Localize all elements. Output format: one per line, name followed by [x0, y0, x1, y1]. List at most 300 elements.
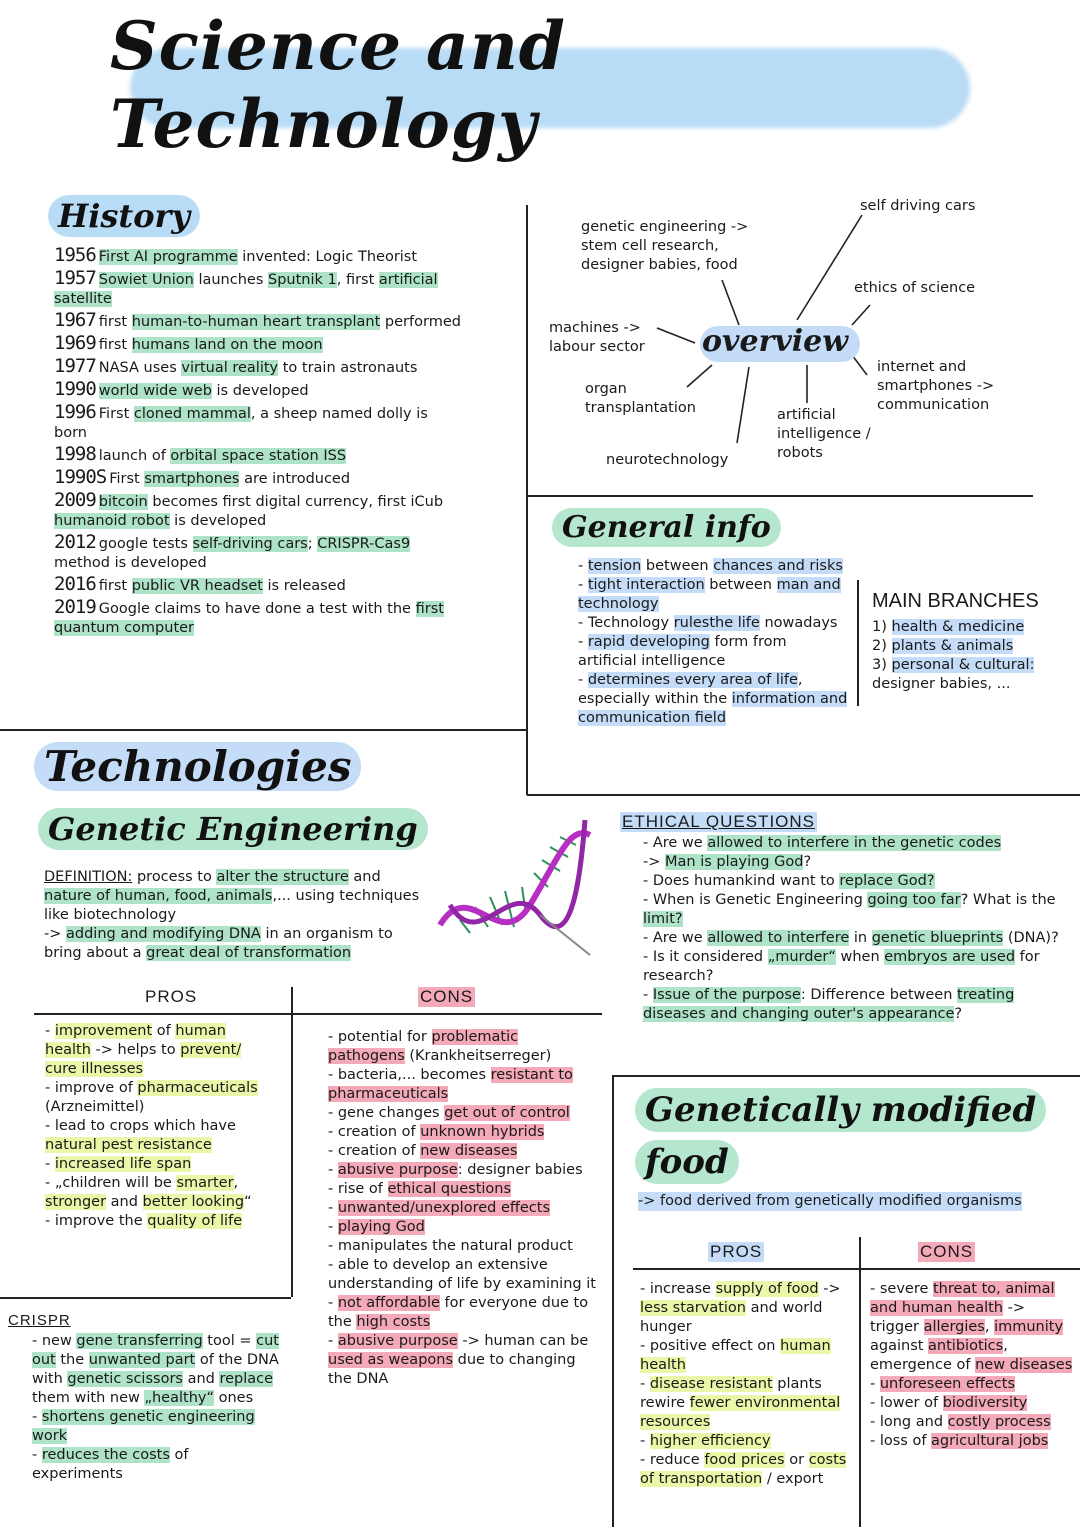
text: ,	[233, 1175, 239, 1191]
text: - improve the	[45, 1213, 148, 1229]
highlighted-text: disease resistant	[649, 1376, 773, 1392]
text: First	[98, 406, 134, 422]
highlighted-text: fewer environmental resources	[640, 1395, 841, 1430]
divider	[612, 1075, 614, 1527]
text: : designer babies	[457, 1162, 583, 1178]
text: (Krankheitserreger)	[404, 1048, 552, 1064]
history-entry	[54, 334, 464, 355]
text: form from artificial intelligence	[578, 634, 787, 669]
highlighted-text: increased life span	[54, 1156, 192, 1172]
text: is developed	[169, 513, 267, 529]
genetic-engineering-heading: Genetic Engineering	[38, 808, 428, 850]
highlighted-text: better looking	[142, 1194, 245, 1210]
text: between	[641, 558, 714, 574]
gmf-pros-list	[640, 1280, 852, 1489]
divider	[527, 794, 1080, 796]
ge-con-item	[328, 1237, 598, 1256]
gmf-cons-label: CONS	[920, 1242, 974, 1261]
highlighted-text: immunity	[994, 1319, 1064, 1335]
crispr-item	[32, 1446, 282, 1484]
dna-helix-icon	[430, 815, 600, 970]
text: - potential for	[328, 1029, 432, 1045]
connector	[737, 367, 749, 443]
highlighted-text: „healthy“	[144, 1390, 214, 1406]
highlighted-text: first quantum computer	[54, 601, 444, 636]
ge-pros-label: PROS	[145, 987, 198, 1006]
highlighted-text: chances and risks	[713, 558, 843, 574]
text: -	[578, 558, 588, 574]
text: for everyone due to the	[328, 1295, 589, 1330]
highlighted-text: bitcoin	[98, 494, 148, 510]
text: 1)	[872, 619, 892, 635]
text: - new	[32, 1333, 77, 1349]
text: of the DNA with	[32, 1352, 279, 1387]
gmf-definition: -> food derived from genetically modified organisms	[638, 1193, 1022, 1209]
ethical-questions-label: ETHICAL QUESTIONS	[622, 812, 816, 831]
highlighted-text: abusive purpose	[337, 1162, 458, 1178]
text: launches	[193, 272, 268, 288]
highlighted-text: supply of food	[715, 1281, 819, 1297]
text: is developed	[211, 383, 309, 399]
ge-con-item	[328, 1123, 598, 1142]
highlighted-text: replace God?	[839, 873, 935, 889]
text: launch of	[98, 448, 171, 464]
text: process to	[132, 869, 217, 885]
connector	[852, 305, 870, 325]
history-year: 2019	[54, 596, 96, 618]
ge-pro-item	[45, 1117, 270, 1155]
history-entry	[54, 357, 464, 378]
gmf-pro-item	[640, 1337, 852, 1375]
highlighted-text: health & medicine	[891, 619, 1025, 635]
text: the	[55, 1352, 89, 1368]
text: 3)	[872, 657, 892, 673]
divider	[0, 729, 527, 731]
gmf-con-item	[870, 1280, 1075, 1375]
divider	[291, 987, 293, 1297]
highlighted-text: reduces the costs	[41, 1447, 170, 1463]
highlighted-text: abusive purpose	[337, 1333, 458, 1349]
highlighted-text: biodiversity	[942, 1395, 1028, 1411]
highlighted-text: allowed to interfere in the genetic codes	[707, 835, 1002, 851]
highlighted-text: cloned mammal	[133, 406, 251, 422]
divider	[633, 1268, 1080, 1270]
ethical-question-item	[643, 948, 1063, 986]
history-entry	[54, 533, 464, 573]
history-entry	[54, 269, 464, 309]
ge-con-item	[328, 1332, 598, 1389]
ge-cons-label: CONS	[420, 987, 474, 1006]
highlighted-text: tight interaction	[587, 577, 705, 593]
text: - creation of	[328, 1124, 421, 1140]
highlighted-text: smarter	[176, 1175, 234, 1191]
main-branches-title: MAIN BRANCHES	[872, 590, 1039, 612]
divider	[0, 1297, 291, 1299]
highlighted-text: new diseases	[975, 1357, 1073, 1373]
text: - Is it considered	[643, 949, 768, 965]
highlighted-text: agricultural jobs	[931, 1433, 1049, 1449]
ethical-question-item	[643, 853, 1063, 872]
highlighted-text: allergies	[923, 1319, 985, 1335]
text: -	[578, 634, 588, 650]
ge-con-item	[328, 1142, 598, 1161]
text: designer babies, ...	[872, 676, 1011, 692]
text: ? What is the	[960, 892, 1056, 908]
text: - When is Genetic Engineering	[643, 892, 868, 908]
history-list	[54, 246, 464, 640]
history-entry	[54, 491, 464, 531]
text: ?	[954, 1006, 963, 1022]
text: tool =	[202, 1333, 257, 1349]
history-year: 2016	[54, 573, 96, 595]
highlighted-text: tension	[587, 558, 642, 574]
highlighted-text: Sowiet Union	[98, 272, 194, 288]
highlighted-text: improvement	[54, 1023, 153, 1039]
history-entry	[54, 380, 464, 401]
ge-pros-list	[45, 1022, 270, 1231]
highlighted-text: prevent/ cure illnesses	[45, 1042, 242, 1077]
text: : Difference between	[800, 987, 958, 1003]
gmf-pro-item	[640, 1451, 852, 1489]
highlighted-text: new diseases	[420, 1143, 518, 1159]
highlighted-text: human-to-human heart transplant	[131, 314, 381, 330]
text: -	[870, 1376, 880, 1392]
text: first	[98, 314, 132, 330]
text: , especially within the	[578, 672, 803, 707]
text: -	[32, 1409, 42, 1425]
text: and world hunger	[640, 1300, 823, 1335]
text: - Are we	[643, 835, 708, 851]
gmf-con-item	[870, 1394, 1075, 1413]
connector	[852, 355, 867, 375]
highlighted-text: humans land on the moon	[131, 337, 323, 353]
text: - gene changes	[328, 1105, 445, 1121]
text: in	[849, 930, 872, 946]
highlighted-text: information and communication field	[578, 691, 848, 726]
ge-pro-item	[45, 1155, 270, 1174]
text: - creation of	[328, 1143, 421, 1159]
text: -> trigger	[870, 1300, 1025, 1335]
text: to train astronauts	[278, 360, 418, 376]
text: - severe	[870, 1281, 933, 1297]
page-title	[110, 7, 990, 163]
text: - „children will be	[45, 1175, 177, 1191]
ge-con-item	[328, 1161, 598, 1180]
history-year: 1977	[54, 355, 96, 377]
text: first	[98, 578, 132, 594]
highlighted-text: quality of life	[147, 1213, 243, 1229]
text: against	[870, 1338, 929, 1354]
text: - long and	[870, 1414, 948, 1430]
gmf-pro-item	[640, 1432, 852, 1451]
branch-item	[872, 637, 1067, 656]
highlighted-text: not affordable	[337, 1295, 440, 1311]
general-info-heading: General info	[552, 508, 781, 547]
history-year: 1990	[54, 378, 96, 400]
divider	[34, 1013, 602, 1015]
ge-pro-item	[45, 1212, 270, 1231]
highlighted-text: adding and modifying DNA	[66, 926, 261, 942]
highlighted-text: embryos are used	[884, 949, 1016, 965]
highlighted-text: smartphones	[144, 471, 240, 487]
ge-cons-list	[328, 1028, 598, 1389]
general-info-item	[578, 671, 848, 728]
text: -	[32, 1447, 42, 1463]
ge-con-item	[328, 1028, 598, 1066]
general-info-list	[578, 557, 848, 728]
text: and	[106, 1194, 143, 1210]
crispr-label: CRISPR	[8, 1312, 71, 1329]
text: , a sheep named dolly is born	[54, 406, 428, 441]
highlighted-text: personal & cultural:	[891, 657, 1035, 673]
highlighted-text: world wide web	[98, 383, 212, 399]
ethical-question-item	[643, 891, 1063, 929]
crispr-item	[32, 1332, 282, 1408]
highlighted-text: higher efficiency	[649, 1433, 771, 1449]
overview-node-genetic: genetic engineering -> stem cell research, designer babies, food	[581, 219, 749, 273]
text: ,	[984, 1319, 995, 1335]
text: -	[578, 577, 588, 593]
highlighted-text: orbital space station ISS	[170, 448, 347, 464]
text: Google claims to have done a test with the	[98, 601, 416, 617]
ge-definition-label: DEFINITION:	[44, 869, 133, 885]
highlighted-text: great deal of transformation	[146, 945, 352, 961]
highlighted-text: Sputnik 1	[268, 272, 337, 288]
highlighted-text: rulesthe life	[673, 615, 760, 631]
highlighted-text: replace	[219, 1371, 274, 1387]
crispr-list	[32, 1332, 282, 1484]
text: “	[244, 1194, 252, 1210]
text: ?	[803, 854, 812, 870]
text: -	[640, 1433, 650, 1449]
text: , emergence of	[870, 1338, 1008, 1373]
text: -> human can be	[457, 1333, 589, 1349]
divider	[612, 1075, 1080, 1077]
text: -	[328, 1333, 338, 1349]
text: - able to develop an extensive understanding of life by examining it	[328, 1257, 596, 1292]
ethical-question-item	[643, 929, 1063, 948]
highlighted-text: man and technology	[578, 577, 841, 612]
highlighted-text: „murder“	[767, 949, 836, 965]
highlighted-text: resistant to pharmaceuticals	[328, 1067, 573, 1102]
text: of experiments	[32, 1447, 189, 1482]
text: NASA uses	[98, 360, 182, 376]
text: -	[328, 1162, 338, 1178]
text: (Arzneimittel)	[45, 1099, 145, 1115]
divider	[857, 580, 859, 706]
text: - reduce	[640, 1452, 705, 1468]
text: -	[640, 1376, 650, 1392]
text: ;	[307, 536, 318, 552]
branch-item	[872, 656, 1067, 694]
ethical-question-item	[643, 986, 1063, 1024]
highlighted-text: food prices	[704, 1452, 785, 1468]
main-branches-list	[872, 618, 1067, 694]
text: ones	[214, 1390, 254, 1406]
text: first	[98, 337, 132, 353]
text: -	[45, 1023, 55, 1039]
text: -	[328, 1295, 338, 1311]
gmf-con-item	[870, 1375, 1075, 1394]
text: -	[578, 672, 588, 688]
text: when	[835, 949, 885, 965]
highlighted-text: limit?	[643, 911, 683, 927]
text: -	[643, 987, 653, 1003]
text: -> helps to	[90, 1042, 181, 1058]
text: and	[182, 1371, 220, 1387]
history-year: 1996	[54, 401, 96, 423]
ge-con-item	[328, 1294, 598, 1332]
highlighted-text: determines every area of life	[587, 672, 798, 688]
highlighted-text: costly process	[947, 1414, 1051, 1430]
highlighted-text: unforeseen effects	[879, 1376, 1016, 1392]
text: or	[784, 1452, 809, 1468]
gmf-con-item	[870, 1413, 1075, 1432]
highlighted-text: antibiotics	[928, 1338, 1004, 1354]
text: - bacteria,... becomes	[328, 1067, 491, 1083]
text: ->	[643, 854, 665, 870]
ge-pro-item	[45, 1079, 270, 1117]
general-info-item	[578, 633, 848, 671]
highlighted-text: rapid developing	[587, 634, 710, 650]
text: google tests	[98, 536, 193, 552]
highlighted-text: used as weapons	[328, 1352, 454, 1368]
gmf-heading: Genetically modified	[635, 1088, 1046, 1132]
text: - Are we	[643, 930, 708, 946]
highlighted-text: high costs	[356, 1314, 431, 1330]
text: , first	[336, 272, 379, 288]
overview-node-internet: internet and smartphones -> communication	[877, 359, 995, 413]
highlighted-text: Man is playing God	[665, 854, 804, 870]
text: - improve of	[45, 1080, 138, 1096]
highlighted-text: less starvation	[640, 1300, 746, 1316]
text: in an organism to bring about a	[44, 926, 393, 961]
history-entry	[54, 311, 464, 332]
gmf-pro-item	[640, 1280, 852, 1337]
general-info-item	[578, 576, 848, 614]
text: 2)	[872, 638, 892, 654]
highlighted-text: cut out	[32, 1333, 279, 1368]
highlighted-text: alter the structure	[216, 869, 349, 885]
text: and	[348, 869, 381, 885]
ge-con-item	[328, 1180, 598, 1199]
text: invented: Logic Theorist	[237, 249, 418, 265]
text: are introduced	[239, 471, 351, 487]
highlighted-text: CRISPR-Cas9	[317, 536, 411, 552]
text: becomes first digital currency, first iCub	[147, 494, 444, 510]
highlighted-text: allowed to interfere	[707, 930, 850, 946]
highlighted-text: unwanted part	[88, 1352, 196, 1368]
ge-con-item	[328, 1218, 598, 1237]
ge-con-item	[328, 1066, 598, 1104]
text: for research?	[643, 949, 1040, 984]
crispr-item	[32, 1408, 282, 1446]
text: of	[152, 1023, 176, 1039]
overview-node-machines: machines -> labour sector	[549, 320, 645, 355]
text: due to changing the DNA	[328, 1352, 576, 1387]
highlighted-text: genetic scissors	[67, 1371, 183, 1387]
overview-node-organ: organ transplantation	[585, 381, 696, 416]
history-entry	[54, 598, 464, 638]
ethical-question-item	[643, 834, 1063, 853]
overview-node-ai: artificial intelligence / robots	[777, 407, 871, 461]
general-info-item	[578, 614, 848, 633]
highlighted-text: virtual reality	[181, 360, 279, 376]
history-year: 1998	[54, 443, 96, 465]
highlighted-text: threat to, animal and human health	[870, 1281, 1055, 1316]
overview-node-neuro: neurotechnology	[606, 452, 729, 468]
highlighted-text: plants & animals	[891, 638, 1014, 654]
history-entry	[54, 246, 464, 267]
highlighted-text: pharmaceuticals	[137, 1080, 258, 1096]
text: -	[45, 1156, 55, 1172]
history-entry	[54, 575, 464, 596]
highlighted-text: natural pest resistance	[45, 1137, 212, 1153]
highlighted-text: self-driving cars	[192, 536, 308, 552]
overview-node-self-driving: self driving cars	[860, 198, 976, 214]
general-info-item	[578, 557, 848, 576]
highlighted-text: costs of transportation	[640, 1452, 847, 1487]
history-year: 2012	[54, 531, 96, 553]
text: ,... using techniques like biotechnology	[44, 888, 420, 923]
page-title-text: Science and Technology	[110, 7, 566, 163]
highlighted-text: unwanted/unexplored effects	[337, 1200, 551, 1216]
text: First	[109, 471, 145, 487]
text: method is developed	[54, 555, 207, 571]
highlighted-text: Issue of the purpose	[652, 987, 801, 1003]
highlighted-text: human health	[45, 1023, 226, 1058]
overview-center: overview	[702, 324, 849, 359]
history-year: 1967	[54, 309, 96, 331]
text: (DNA)?	[1003, 930, 1059, 946]
ethical-question-item	[643, 872, 1063, 891]
text: them with new	[32, 1390, 145, 1406]
ge-definition-text-2	[44, 925, 424, 963]
highlighted-text: artificial satellite	[54, 272, 438, 307]
text: performed	[380, 314, 461, 330]
ge-con-item	[328, 1256, 598, 1294]
overview-node-ethics: ethics of science	[854, 280, 976, 296]
ge-con-item	[328, 1104, 598, 1123]
gmf-cons-list	[870, 1280, 1075, 1451]
text: -	[328, 1200, 338, 1216]
divider	[527, 495, 1033, 497]
text: - rise of	[328, 1181, 388, 1197]
divider	[859, 1237, 861, 1527]
highlighted-text: stronger	[45, 1194, 107, 1210]
history-entry	[54, 468, 464, 489]
text: is released	[262, 578, 346, 594]
gmf-con-item	[870, 1432, 1075, 1451]
history-year: 1990S	[54, 466, 107, 488]
highlighted-text: going too far	[867, 892, 961, 908]
text: ->	[818, 1281, 841, 1297]
history-year: 2009	[54, 489, 96, 511]
highlighted-text: treating diseases and changing outer's appearance	[643, 987, 1015, 1022]
text: plants rewire	[640, 1376, 822, 1411]
highlighted-text: ethical questions	[387, 1181, 512, 1197]
ge-pro-item	[45, 1022, 270, 1079]
highlighted-text: genetic blueprints	[871, 930, 1004, 946]
connector	[797, 215, 862, 320]
history-entry	[54, 403, 464, 443]
text: - lead to crops which have	[45, 1118, 236, 1134]
text: - increase	[640, 1281, 716, 1297]
text: - Technology	[578, 615, 674, 631]
highlighted-text: nature of human, food, animals	[44, 888, 273, 904]
ge-pro-item	[45, 1174, 270, 1212]
highlighted-text: unknown hybrids	[420, 1124, 545, 1140]
